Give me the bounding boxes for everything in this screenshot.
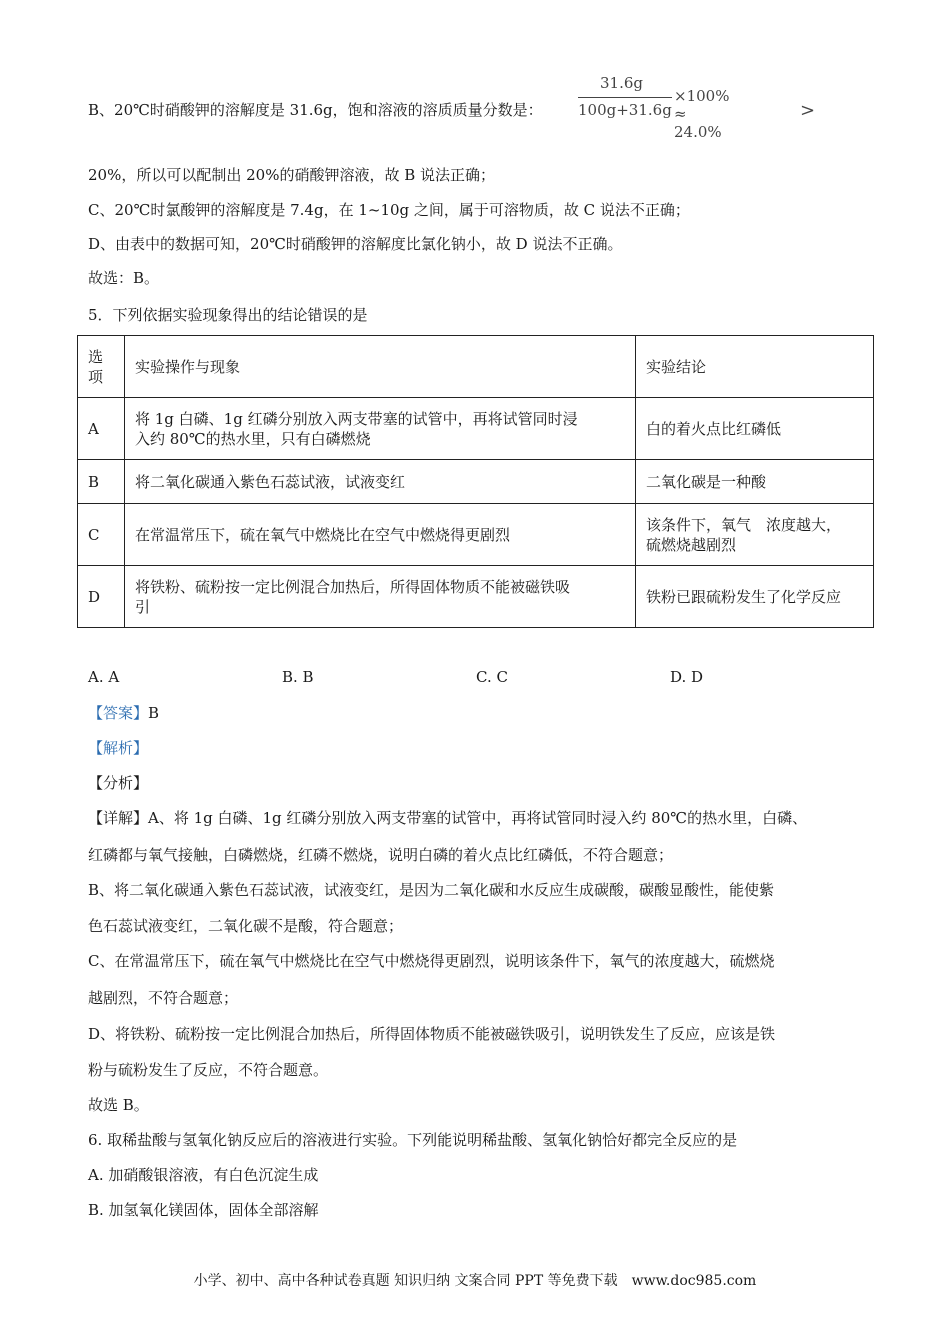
table-row: [78, 566, 874, 628]
fenxi-tag: 【分析】: [88, 774, 149, 792]
header-option: 选 项: [78, 336, 125, 398]
table-row: [78, 398, 874, 460]
answer-value: B: [148, 704, 160, 722]
table-row: [78, 460, 874, 504]
greater-than-sign: >: [800, 100, 816, 121]
choose-line: 故选：B。: [88, 269, 160, 287]
option-c: C. C: [476, 668, 508, 686]
option-b: B. B: [282, 668, 314, 686]
d-explanation-line: D、由表中的数据可知，20℃时硝酸钾的溶解度比氯化钠小，故 D 说法不正确。: [88, 235, 623, 253]
row-conclusion: 二氧化碳是一种酸: [636, 460, 874, 504]
detail-line: C、在常温常压下，硫在氧气中燃烧比在空气中燃烧得更剧烈，说明该条件下，氧气的浓度越大，硫燃烧: [88, 952, 775, 970]
row-option: D: [78, 566, 125, 628]
question-6-option-a: A. 加硝酸银溶液，有白色沉淀生成: [88, 1166, 319, 1184]
row-conclusion: 白的着火点比红磷低: [636, 398, 874, 460]
row-option: C: [78, 504, 125, 566]
detail-line: 【详解】A、将 1g 白磷、1g 红磷分别放入两支带塞的试管中，再将试管同时浸入约 80℃的热水里，白磷、: [88, 809, 808, 827]
formula-denominator: 100g+31.6g: [578, 101, 672, 119]
question-5-title: 5．下列依据实验现象得出的结论错误的是: [88, 306, 368, 324]
answer-line: [88, 703, 159, 723]
formula-result: ×100% ≈ 24.0%: [674, 87, 730, 141]
row-conclusion: 铁粉已跟硫粉发生了化学反应: [636, 566, 874, 628]
detail-line: 红磷都与氧气接触，白磷燃烧，红磷不燃烧，说明白磷的着火点比红磷低，不符合题意；: [88, 846, 674, 864]
fraction-bar: [578, 97, 672, 98]
formula-numerator: 31.6g: [600, 74, 644, 92]
page-footer: 小学、初中、高中各种试卷真题 知识归纳 文案合同 PPT 等免费下载 www.doc985.com: [193, 1273, 757, 1289]
experiment-table: [77, 335, 874, 628]
b-explanation-continuation: 20%，所以可以配制出 20%的硝酸钾溶液，故 B 说法正确；: [88, 166, 496, 184]
table-row: [78, 504, 874, 566]
row-option: B: [78, 460, 125, 504]
row-operation: 将二氧化碳通入紫色石蕊试液，试液变红: [125, 460, 636, 504]
detail-line: 色石蕊试液变红，二氧化碳不是酸，符合题意；: [88, 917, 404, 935]
row-operation: 将铁粉、硫粉按一定比例混合加热后，所得固体物质不能被磁铁吸 引: [125, 566, 636, 628]
detail-line: B、将二氧化碳通入紫色石蕊试液，试液变红，是因为二氧化碳和水反应生成碳酸，碳酸显酸性，能使紫: [88, 881, 775, 899]
b-explanation-line: B、20℃时硝酸钾的溶解度是 31.6g，饱和溶液的溶质质量分数是：: [88, 101, 543, 119]
answer-tag: 【答案】: [88, 704, 149, 722]
row-operation: 将 1g 白磷、1g 红磷分别放入两支带塞的试管中，再将试管同时浸 入约 80℃的热水里，只有白磷燃烧: [125, 398, 636, 460]
detail-line: 粉与硫粉发生了反应，不符合题意。: [88, 1061, 329, 1079]
detail-line: 越剧烈，不符合题意；: [88, 989, 239, 1007]
row-conclusion: 该条件下，氧气 浓度越大， 硫燃烧越剧烈: [636, 504, 874, 566]
row-operation: 在常温常压下，硫在氧气中燃烧比在空气中燃烧得更剧烈: [125, 504, 636, 566]
row-option: A: [78, 398, 125, 460]
option-d: D. D: [670, 668, 704, 686]
header-operation: 实验操作与现象: [125, 336, 636, 398]
table-header-row: [78, 336, 874, 398]
option-a: A. A: [88, 668, 120, 686]
analysis-tag: 【解析】: [88, 739, 149, 757]
question-6-option-b: B. 加氢氧化镁固体，固体全部溶解: [88, 1201, 319, 1219]
question-6-title: 6. 取稀盐酸与氢氧化钠反应后的溶液进行实验。下列能说明稀盐酸、氢氧化钠恰好都完全反应的是: [88, 1131, 738, 1149]
detail-line: D、将铁粉、硫粉按一定比例混合加热后，所得固体物质不能被磁铁吸引，说明铁发生了反应，应该是铁: [88, 1025, 776, 1043]
header-conclusion: 实验结论: [636, 336, 874, 398]
c-explanation-line: C、20℃时氯酸钾的溶解度是 7.4g，在 1~10g 之间，属于可溶物质，故 C 说法不正确；: [88, 201, 690, 219]
detail-line: 故选 B。: [88, 1096, 149, 1114]
